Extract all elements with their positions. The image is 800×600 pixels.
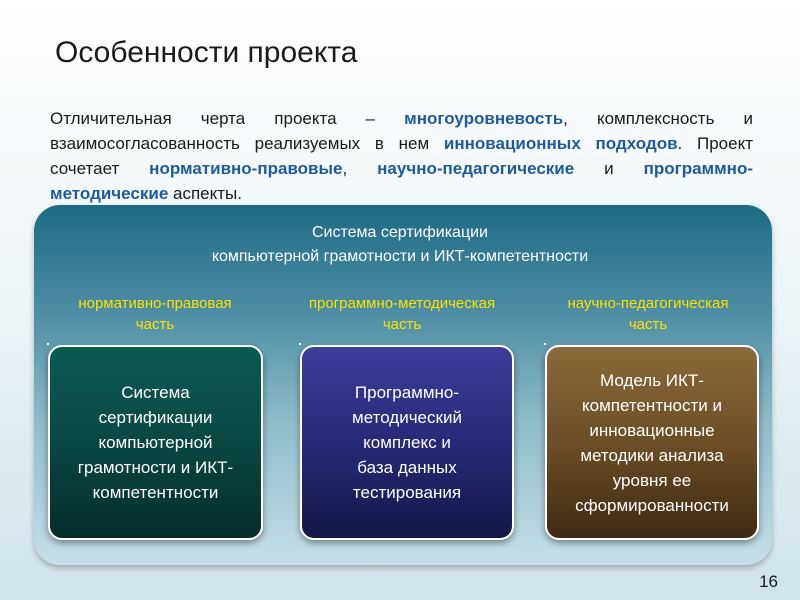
panel-title-line: Система сертификации: [312, 224, 488, 241]
intro-text: , комплексность и взаимосогласованность реализуемых в нем: [50, 109, 753, 153]
intro-text: . Проект сочетает: [50, 134, 753, 178]
card-line: методический: [352, 408, 462, 427]
intro-highlight: нормативно-правовые: [149, 159, 343, 178]
card-line: сертификации: [98, 408, 213, 427]
card-line: сформированности: [575, 495, 729, 515]
category-label-methodical: [297, 293, 507, 335]
intro-highlight: многоуровневость: [404, 109, 564, 128]
panel-title: [0, 221, 800, 269]
decorative-dot: [299, 343, 301, 345]
panel-title-line: компьютерной грамотности и ИКТ-компетентности: [211, 248, 589, 265]
intro-highlight: научно-педагогические: [377, 159, 575, 178]
intro-paragraph: [50, 106, 753, 206]
category-label-pedagogical: [543, 293, 753, 335]
intro-text: аспекты.: [168, 184, 242, 203]
card-line: инновационные: [589, 420, 715, 440]
category-line: часть: [135, 316, 175, 333]
page-number: 16: [759, 572, 778, 591]
card-line: комплекс и: [363, 433, 451, 452]
card-line: грамотности и ИКТ-: [77, 458, 234, 477]
intro-text: ,: [342, 159, 378, 178]
card-line: уровня ее: [612, 470, 692, 490]
intro-highlight: инновационных подходов: [443, 134, 678, 153]
card-line: Система: [121, 383, 190, 402]
intro-highlight: программно-методические: [50, 159, 753, 203]
slide-title: Особенности проекта: [55, 36, 358, 69]
card-line: компетентности и: [582, 395, 722, 415]
card-line: база данных: [357, 458, 457, 477]
card-line: тестирования: [352, 483, 462, 502]
card-line: Программно-: [354, 383, 460, 402]
decorative-dot: [544, 343, 546, 345]
category-line: программно-методическая: [308, 295, 496, 312]
decorative-dot: [47, 343, 49, 345]
intro-text: и: [574, 159, 644, 178]
card-competence-model: [545, 345, 759, 540]
card-line: компетентности: [92, 483, 219, 502]
card-software-complex: [300, 345, 514, 540]
card-line: компьютерной: [98, 433, 213, 452]
card-line: методики анализа: [580, 445, 724, 465]
category-line: нормативно-правовая: [78, 295, 232, 312]
category-label-legal: [50, 293, 260, 335]
category-line: научно-педагогическая: [567, 295, 729, 312]
card-certification-system: [48, 345, 263, 540]
card-line: Модель ИКТ-: [600, 370, 704, 390]
category-line: часть: [382, 316, 422, 333]
category-line: часть: [628, 316, 668, 333]
intro-text: Отличительная черта проекта –: [50, 109, 405, 128]
